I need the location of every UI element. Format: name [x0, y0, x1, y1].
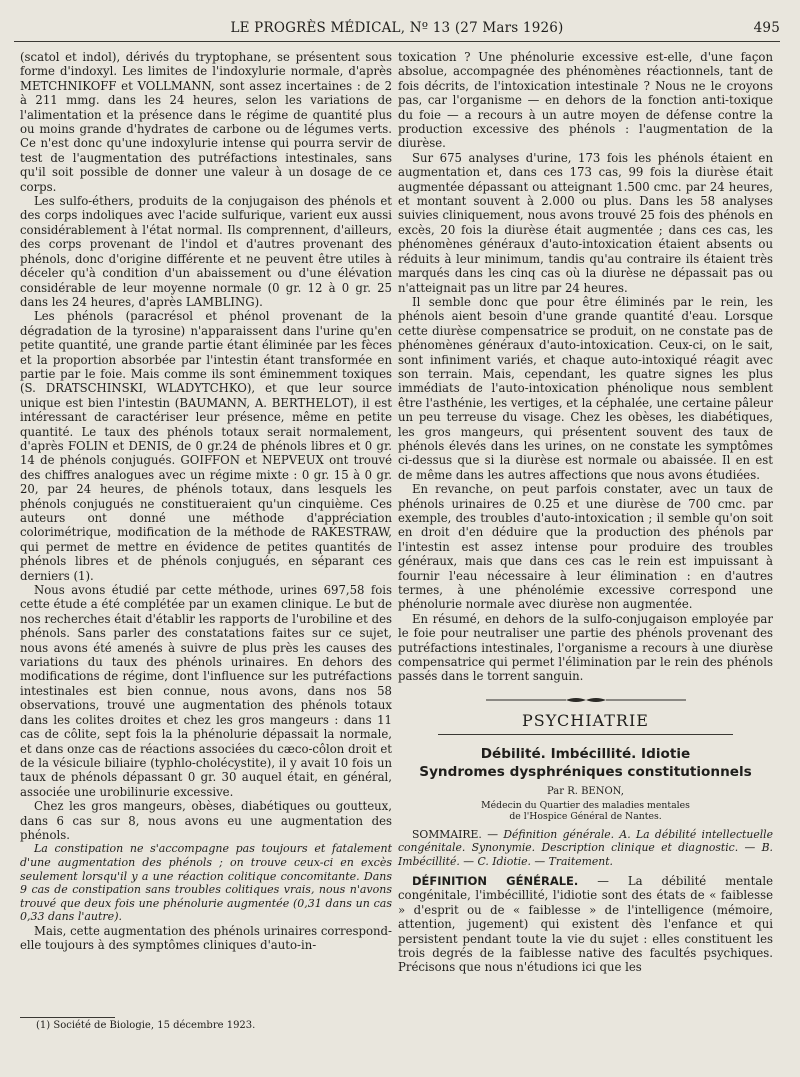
paragraph: Chez les gros mangeurs, obèses, diabétiques ou goutteux, dans 6 cas sur 8, nous avons eu une augmentation des phénols.: [20, 799, 392, 842]
section-rule: [438, 734, 733, 735]
paragraph: La constipation ne s'accompagne pas toujours et fatalement d'une augmentation des phénols ; on trouve ceux-ci en excès seulement lorsqu'il y a une réaction colitique concomitante. Dans 9 cas de constipation sans troubles colitiques vrais, nous n'avons trouvé que deux fois une phénolurie augmentée (0,31 dans un cas 0,33 dans l'autre).: [20, 842, 392, 924]
author-affiliation: [398, 800, 773, 822]
footnote-rule: [20, 1017, 115, 1018]
journal-title: LE PROGRÈS MÉDICAL, Nº 13 (27 Mars 1926): [230, 20, 564, 36]
paragraph: toxication ? Une phénolurie excessive est-elle, d'une façon absolue, accompagnée des phénomènes réactionnels, tant de fois décrits, de l'intoxication intestinale ? Nous ne le croyons pas, car l'organisme — en dehors de la fonction anti-toxique du foie — a recours à un autre moyen de défense contre la production excessive des phénols : l'augmentation de la diurèse.: [398, 50, 773, 151]
article-title-line: Débilité. Imbécillité. Idiotie: [480, 746, 691, 763]
article-author: Par R. BENON,: [547, 786, 624, 798]
summary-label: SOMMAIRE.: [412, 827, 482, 841]
affiliation-line: Médecin du Quartier des maladies mentales: [481, 799, 690, 811]
definition-text: — La débilité mentale congénitale, l'imbécillité, l'idiotie sont des états de « faiblesse » d'esprit ou de « faiblesse » de l'intelligence (mémoire, attention, jugement) qui existent dès l'enfance et qui persistent pendant toute la vie du sujet : elles constituent les trois degrés de la faiblesse native des facultés psychiques. Précisons que nous n'étudions ici que les: [398, 873, 773, 975]
right-column: [398, 50, 773, 975]
ornament-divider-icon: [486, 696, 686, 704]
section-heading: PSYCHIATRIE: [522, 710, 649, 730]
article-title-line: Syndromes dysphréniques constitutionnels: [419, 764, 752, 781]
paragraph: Nous avons étudié par cette méthode, urines 697,58 fois cette étude a été complétée par un examen clinique. Le but de nos recherches était d'établir les rapports de l'urobiline et des phénols. Sans parler des constatations faites sur ce sujet, nous avons été amenés à suivre de plus près les causes des variations du taux des phénols urinaires. En dehors des modifications de régime, dont l'influence sur les putréfactions intestinales est bien connue, nous avons, dans nos 58 observations, trouvé une augmentation des phénols totaux dans les colites droites et chez les gros mangeurs : dans 11 cas de côlite, sept fois la la phénolurie dépassait la normale, et dans onze cas de réactions associées du cæco-côlon droit et de la vésicule biliaire (typhlo-cholécystite), il y avait 10 fois un taux de phénols dépassant 0 gr. 30 auquel était, en général, associée une urobilinurie excessive.: [20, 583, 392, 799]
paragraph: Les phénols (paracrésol et phénol provenant de la dégradation de la tyrosine) n'apparaissent dans l'urine qu'en petite quantité, une grande partie étant éliminée par les fèces et la proportion absorbée par l'intestin étant transformée en partie par le foie. Mais comme ils sont éminemment toxiques (S. DRATSCHINSKI, WLADYTCHKO), et que leur source unique est bien l'intestin (BAUMANN, A. BERTHELOT), il est intéressant de caractériser leur présence, même en petite quantité. Le taux des phénols totaux serait normalement, d'après FOLIN et DENIS, de 0 gr.24 de phénols libres et 0 gr. 14 de phénols conjugués. GOIFFON et NEPVEUX ont trouvé des chiffres analogues avec un régime mixte : 0 gr. 15 à 0 gr. 20, par 24 heures, de phénols totaux, dans lesquels les phénols conjugués ne constitueraient qu'un cinquième. Ces auteurs ont donné une méthode d'appréciation colorimétrique, modification de la méthode de RAKESTRAW, qui permet de mettre en évidence de petites quantités de phénols libres et de phénols conjugués, en séparant ces derniers (1).: [20, 309, 392, 583]
footnote: (1) Société de Biologie, 15 décembre 1923.: [36, 1020, 256, 1031]
definition-heading: DÉFINITION GÉNÉRALE.: [412, 873, 579, 888]
definition-paragraph: [398, 874, 773, 975]
paragraph: Il semble donc que pour être éliminés par le rein, les phénols aient besoin d'une grande quantité d'eau. Lorsque cette diurèse compensatrice se produit, on ne constate pas de phénomènes généraux d'auto-intoxication. Ceux-ci, on le sait, sont infiniment variés, et chaque auto-intoxiqué réagit avec son terrain. Mais, cependant, les quatre signes les plus immédiats de l'auto-intoxication phénolique nous semblent être l'asthénie, les vertiges, et la céphalée, une certaine pâleur un peu terreuse du visage. Chez les obèses, les diabétiques, les gros mangeurs, qui présentent souvent des taux de phénols élevés dans les urines, on ne constate les symptômes ci-dessus que si la diurèse est normale ou abaissée. Il en est de même dans les autres affections que nous avons étudiées.: [398, 294, 773, 482]
paragraph: Sur 675 analyses d'urine, 173 fois les phénols étaient en augmentation et, dans ces 173 cas, 99 fois la diurèse était augmentée dépassant ou atteignant 1.500 cmc. par 24 heures, et montant souvent à 2.000 ou plus. Dans les 58 analyses suivies cliniquement, nous avons trouvé 25 fois des phénols en excès, 20 fois la diurèse était augmentée ; dans ces cas, les phénomènes généraux d'auto-intoxication étaient absents ou réduits à leur minimum, tandis qu'au contraire ils étaient très marqués dans les cinq cas où la diurèse ne dépassait pas ou n'atteignait pas un litre par 24 heures.: [398, 150, 773, 295]
paragraph: Les sulfo-éthers, produits de la conjugaison des phénols et des corps indoliques avec l'acide sulfurique, varient eux aussi considérablement à l'état normal. Ils comprennent, d'ailleurs, des corps provenant de l'indol et d'autres provenant des phénols, donc d'origine différente et ne peuvent être utiles à déceler qu'à condition d'un abaissement ou d'une élévation considérable de leur moyenne normale (0 gr. 12 à 0 gr. 25 dans les 24 heures, d'après LAMBLING).: [20, 194, 392, 309]
paragraph: (scatol et indol), dérivés du tryptophane, se présentent sous forme d'indoxyl. Les limites de l'indoxylurie normale, d'après METCHNIKOFF et VOLLMANN, sont assez incertaines : de 2 à 211 mmg. dans les 24 heures, selon les variations de l'alimentation et la présence dans le régime de quantité plus ou moins grande d'hydrates de carbone ou de légumes verts. Ce n'est donc qu'une indoxylurie intense qui pourra servir de test de l'augmentation des putréfactions intestinales, sans qu'il soit possible de donner une valeur à un dosage de ce corps.: [20, 50, 392, 194]
affiliation-line: de l'Hospice Général de Nantes.: [509, 810, 662, 822]
paragraph: En résumé, en dehors de la sulfo-conjugaison employée par le foie pour neutraliser une partie des phénols provenant des putréfactions intestinales, l'organisme a recours à une diurèse compensatrice qui permet l'élimination par le rein des phénols passés dans le torrent sanguin.: [398, 611, 773, 684]
summary-text: — Définition générale. A. La débilité intellectuelle congénitale. Synonymie. Description clinique et diagnostic. — B. Imbécillité. — C. Idiotie. — Traitement.: [398, 827, 774, 868]
paragraph: En revanche, on peut parfois constater, avec un taux de phénols urinaires de 0.25 et une diurèse de 700 cmc. par exemple, des troubles d'auto-intoxication ; il semble qu'on soit en droit d'en déduire que la production des phénols par l'intestin est assez intense pour produire des troubles généraux, mais que dans ces cas le rein est impuissant à fournir l'eau nécessaire à leur élimination : en d'autres termes, à une phénolémie excessive correspond une phénolurie normale avec diurèse non augmentée.: [398, 482, 773, 612]
page-number: 495: [753, 20, 780, 36]
left-column: [20, 50, 392, 1035]
article-title: [398, 745, 773, 781]
header-rule: [14, 41, 780, 42]
running-header: [14, 20, 780, 42]
ornament-divider: [398, 696, 773, 704]
article-summary: [398, 828, 773, 868]
paragraph: Mais, cette augmentation des phénols urinaires correspond-elle toujours à des symptômes cliniques d'auto-in-: [20, 923, 392, 953]
